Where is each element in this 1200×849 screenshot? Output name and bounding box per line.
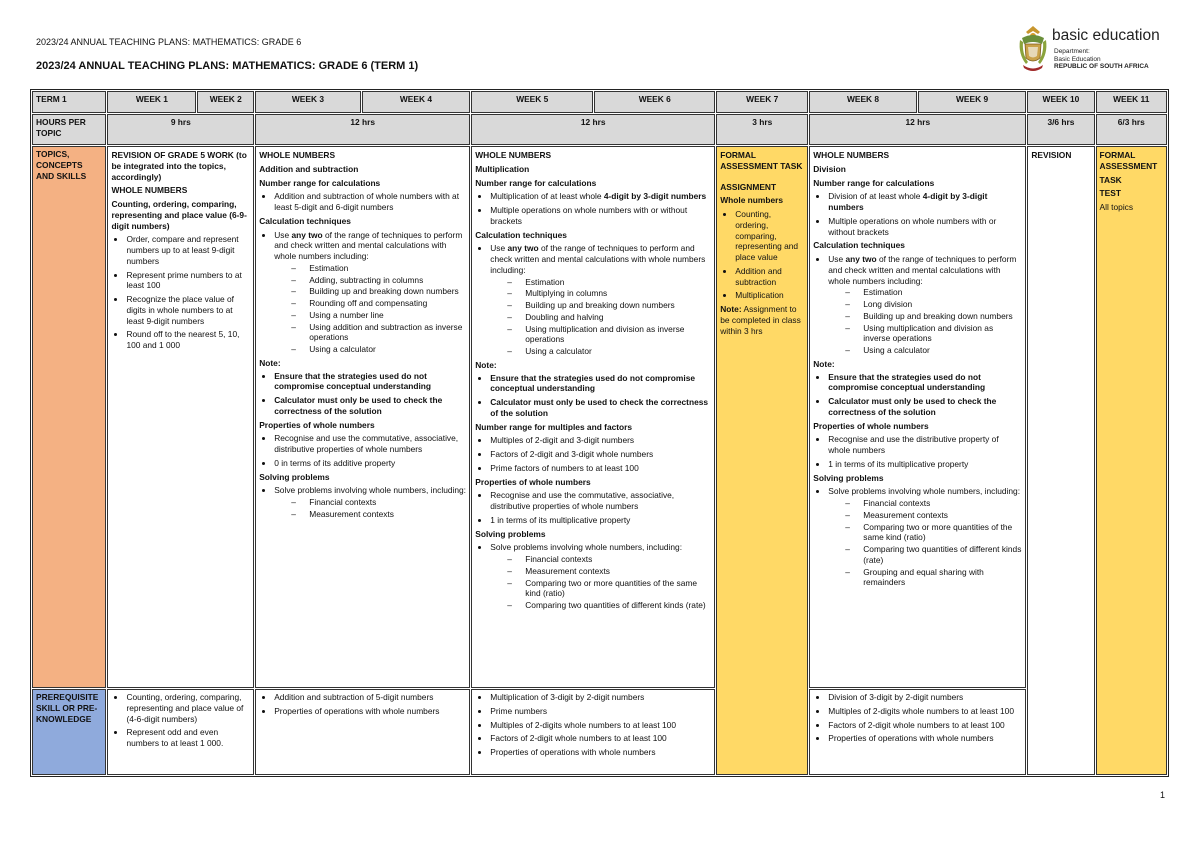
- list-item: • Multiple operations on whole numbers with or without brackets: [490, 205, 711, 227]
- list-item: • Recognize the place value of digits in whole numbers to at least 9-digit numbers: [126, 294, 250, 326]
- list-item: – Doubling and halving: [507, 312, 711, 323]
- text: any two: [845, 254, 877, 265]
- list-item: – Multiplying in columns: [507, 288, 711, 299]
- list-item: – Long division: [845, 299, 1022, 310]
- dept-line-2: Basic Education: [1054, 55, 1101, 63]
- col3-prereq: [475, 692, 711, 758]
- hours-cell: 12 hrs: [809, 114, 1026, 145]
- topics-row: [32, 146, 1167, 688]
- list-item: • Multiples of 2-digit and 3-digit numbers: [490, 435, 711, 446]
- dept-line-3: REPUBLIC OF SOUTH AFRICA: [1054, 63, 1149, 71]
- list-item: • Counting, ordering, comparing, representing and place value: [735, 209, 804, 263]
- topics-weeks-5-6: [471, 146, 715, 688]
- topics-weeks-1-2: [107, 146, 254, 688]
- text: any two: [291, 229, 323, 240]
- col3-props: [475, 490, 711, 525]
- running-head: 2023/24 ANNUAL TEACHING PLANS: MATHEMATICS: GRADE 6: [36, 37, 302, 47]
- col5-solve: [813, 486, 1022, 588]
- list-item: • Factors of 2-digit whole numbers to at least 100: [490, 733, 711, 744]
- prereq-weeks-3-4: [255, 689, 470, 775]
- week-header: WEEK 7: [716, 91, 808, 113]
- week-header: WEEK 2: [197, 91, 254, 113]
- list-item: • Addition and subtraction of whole numbers with at least 5-digit and 6-digit numbers: [274, 191, 466, 213]
- text: 4-digit by 3-digit numbers: [828, 191, 988, 213]
- list-item: [274, 485, 466, 519]
- week-header: WEEK 4: [362, 91, 471, 113]
- list-item: • Calculator must only be used to check the correctness of the solution: [490, 397, 711, 419]
- topics-week-7-assessment: [716, 146, 808, 775]
- topics-week-10-revision: [1027, 146, 1094, 775]
- list-item: • Factors of 2-digit whole numbers to at least 100: [828, 720, 1022, 731]
- col3-h1: WHOLE NUMBERS: [475, 150, 552, 161]
- list-item: • Division of 3-digit by 2-digit numbers: [828, 692, 1022, 703]
- col5-calc-list: [828, 287, 1022, 356]
- text: Division of at least whole: [828, 191, 923, 202]
- text: of the range of techniques to perform and check written and mental calculations with whole numbers including:: [274, 229, 463, 262]
- teaching-plan-table: [30, 89, 1169, 777]
- text: Note:: [720, 304, 742, 315]
- list-item: • Counting, ordering, comparing, representing and place value of (4-6-digit numbers): [126, 692, 250, 724]
- list-item: • 1 in terms of its multiplicative property: [828, 459, 1022, 470]
- list-item: – Comparing two quantities of different kinds (rate): [845, 544, 1022, 566]
- hours-cell: 6/3 hrs: [1096, 114, 1167, 145]
- list-item: – Financial contexts: [845, 498, 1022, 509]
- list-item: – Grouping and equal sharing with remainders: [845, 567, 1022, 589]
- col5-h3: Number range for calculations: [813, 177, 935, 188]
- week-header: WEEK 8: [809, 91, 917, 113]
- col2-solve-list: [274, 497, 466, 520]
- col3-mf-head: Number range for multiples and factors: [475, 421, 633, 432]
- col3-h2: Multiplication: [475, 163, 530, 174]
- list-item: [490, 191, 711, 202]
- list-item: [490, 542, 711, 611]
- list-item: – Financial contexts: [507, 554, 711, 565]
- text: Multiplication of at least whole: [490, 191, 604, 202]
- list-item: – Using a calculator: [507, 346, 711, 357]
- list-item: – Adding, subtracting in columns: [291, 275, 466, 286]
- list-item: • Properties of operations with whole numbers: [490, 747, 711, 758]
- col5-note-head: Note:: [813, 358, 835, 369]
- week-header: WEEK 11: [1096, 91, 1167, 113]
- col4-bullets: [720, 209, 804, 301]
- col6-h1: REVISION: [1031, 150, 1072, 161]
- list-item: • Factors of 2-digit and 3-digit whole numbers: [490, 449, 711, 460]
- hours-row: [32, 114, 1167, 145]
- week-header: WEEK 6: [594, 91, 715, 113]
- list-item: • Multiples of 2-digits whole numbers to at least 100: [490, 720, 711, 731]
- list-item: • Represent prime numbers to at least 100: [126, 270, 250, 292]
- text: of the range of techniques to perform and check written and mental calculations with whole numbers including:: [490, 243, 706, 275]
- col4-h1: FORMAL ASSESSMENT TASK: [720, 150, 803, 171]
- col5-notes: [813, 372, 1022, 418]
- text: 4-digit by 3-digit numbers: [603, 191, 707, 202]
- week-header: WEEK 1: [107, 91, 196, 113]
- col1-prereq: [111, 692, 250, 749]
- col3-solve-head: Solving problems: [475, 528, 546, 539]
- list-item: – Estimation: [507, 277, 711, 288]
- col4-note: [720, 304, 804, 336]
- hours-label: HOURS PER TOPIC: [32, 114, 106, 145]
- hours-cell: 9 hrs: [107, 114, 254, 145]
- col5-h1: WHOLE NUMBERS: [813, 150, 890, 161]
- list-item: • Ensure that the strategies used do not compromise conceptual understanding: [274, 371, 466, 393]
- text: Solve problems involving whole numbers, including:: [828, 486, 1021, 497]
- col3-calc-list: [490, 277, 711, 357]
- list-item: – Building up and breaking down numbers: [845, 311, 1022, 322]
- hours-cell: 3/6 hrs: [1027, 114, 1094, 145]
- coat-of-arms-icon: [1016, 24, 1050, 74]
- col2-h3: Number range for calculations: [259, 177, 381, 188]
- list-item: [828, 191, 1022, 213]
- list-item: – Using multiplication and division as inverse operations: [845, 323, 1022, 345]
- text: Use: [828, 254, 846, 265]
- col5-prop-head: Properties of whole numbers: [813, 420, 929, 431]
- col1-bullets: [111, 234, 250, 351]
- col2-h2: Addition and subtraction: [259, 163, 359, 174]
- prereq-weeks-1-2: [107, 689, 254, 775]
- list-item: – Using a calculator: [291, 344, 466, 355]
- col3-h3: Number range for calculations: [475, 177, 597, 188]
- col7-text: All topics: [1099, 202, 1134, 213]
- list-item: [490, 243, 711, 357]
- list-item: – Financial contexts: [291, 497, 466, 508]
- list-item: • Multiplication: [735, 290, 804, 301]
- col3-range: [475, 191, 711, 226]
- col2-prop-head: Properties of whole numbers: [259, 419, 375, 430]
- col2-calc-head: Calculation techniques: [259, 215, 351, 226]
- list-item: – Using addition and subtraction as inverse operations: [291, 322, 466, 344]
- hours-cell: 12 hrs: [255, 114, 470, 145]
- col2-notes: [259, 371, 466, 417]
- list-item: • Multiples of 2-digits whole numbers to at least 100: [828, 706, 1022, 717]
- list-item: • 1 in terms of its multiplicative property: [490, 515, 711, 526]
- list-item: • Round off to the nearest 5, 10, 100 and 1 000: [126, 329, 250, 351]
- topics-weeks-8-9: [809, 146, 1026, 688]
- list-item: [828, 254, 1022, 356]
- topics-label: TOPICS, CONCEPTS AND SKILLS: [32, 146, 106, 688]
- list-item: • Multiplication of 3-digit by 2-digit numbers: [490, 692, 711, 703]
- list-item: • Addition and subtraction: [735, 266, 804, 288]
- list-item: • Represent odd and even numbers to at least 1 000.: [126, 727, 250, 749]
- list-item: • Recognise and use the commutative, associative, distributive properties of whole numbers: [490, 490, 711, 512]
- col2-prereq: [259, 692, 466, 717]
- col5-props: [813, 434, 1022, 469]
- list-item: • Recognise and use the commutative, associative, distributive properties of whole numbers: [274, 433, 466, 455]
- col2-calc: [259, 230, 466, 355]
- prereq-weeks-5-6: [471, 689, 715, 775]
- list-item: • Prime factors of numbers to at least 100: [490, 463, 711, 474]
- col3-notes: [475, 373, 711, 419]
- list-item: • Multiple operations on whole numbers with or without brackets: [828, 216, 1022, 238]
- col5-h2: Division: [813, 163, 846, 174]
- col2-props: [259, 433, 466, 468]
- col2-solve-head: Solving problems: [259, 471, 330, 482]
- col7-h1: FORMAL ASSESSMENT: [1099, 150, 1158, 171]
- col3-note-head: Note:: [475, 359, 497, 370]
- col1-h3: Counting, ordering, comparing, representing and place value (6-9-digit numbers): [111, 199, 247, 231]
- col5-calc-head: Calculation techniques: [813, 240, 905, 251]
- text: Assignment to be completed in class within 3 hrs: [720, 304, 801, 336]
- col1-h1: REVISION OF GRADE 5 WORK (to be integrated into the topics, accordingly): [111, 150, 247, 182]
- col3-calc: [475, 243, 711, 357]
- week-header: WEEK 5: [471, 91, 593, 113]
- col2-note-head: Note:: [259, 357, 281, 368]
- col7-h3: TEST: [1099, 188, 1121, 199]
- list-item: • Calculator must only be used to check the correctness of the solution: [274, 395, 466, 417]
- text: Solve problems involving whole numbers, including:: [274, 485, 467, 496]
- list-item: – Comparing two or more quantities of the same kind (ratio): [845, 522, 1022, 544]
- list-item: – Comparing two quantities of different kinds (rate): [507, 600, 711, 611]
- text: Use: [490, 243, 508, 254]
- list-item: • Ensure that the strategies used do not compromise conceptual understanding: [828, 372, 1022, 394]
- list-item: – Measurement contexts: [845, 510, 1022, 521]
- list-item: – Using a calculator: [845, 345, 1022, 356]
- department-lines: [1054, 48, 1149, 71]
- page-number: 1: [1160, 790, 1166, 800]
- list-item: – Measurement contexts: [507, 566, 711, 577]
- col5-prereq: [813, 692, 1022, 744]
- week-header: WEEK 10: [1027, 91, 1094, 113]
- prereq-weeks-8-9: [809, 689, 1026, 775]
- list-item: • Ensure that the strategies used do not compromise conceptual understanding: [490, 373, 711, 395]
- list-item: – Comparing two or more quantities of the same kind (ratio): [507, 578, 711, 600]
- text: any two: [507, 243, 539, 254]
- col3-solve: [475, 542, 711, 611]
- col2-range: [259, 191, 466, 213]
- list-item: – Building up and breaking down numbers: [507, 300, 711, 311]
- hours-cell: 12 hrs: [471, 114, 715, 145]
- list-item: • Order, compare and represent numbers up to at least 9-digit numbers: [126, 234, 250, 266]
- week-header: WEEK 3: [255, 91, 360, 113]
- list-item: [274, 230, 466, 355]
- prereq-label: PREREQUISITE SKILL OR PRE-KNOWLEDGE: [32, 689, 106, 775]
- col3-prop-head: Properties of whole numbers: [475, 476, 591, 487]
- list-item: – Rounding off and compensating: [291, 298, 466, 309]
- col5-solve-list: [828, 498, 1022, 588]
- col3-mf: [475, 435, 711, 473]
- dbe-logo: [1016, 24, 1166, 76]
- week-header: WEEK 9: [918, 91, 1027, 113]
- hours-cell: 3 hrs: [716, 114, 808, 145]
- text: Use: [274, 229, 292, 240]
- weeks-row: [32, 91, 1167, 113]
- list-item: – Measurement contexts: [291, 509, 466, 520]
- list-item: – Building up and breaking down numbers: [291, 286, 466, 297]
- list-item: • Calculator must only be used to check the correctness of the solution: [828, 396, 1022, 418]
- list-item: • Properties of operations with whole numbers: [828, 733, 1022, 744]
- list-item: • Prime numbers: [490, 706, 711, 717]
- col5-solve-head: Solving problems: [813, 472, 884, 483]
- col2-solve: [259, 485, 466, 519]
- col4-h3: Whole numbers: [720, 195, 784, 206]
- col3-calc-head: Calculation techniques: [475, 229, 567, 240]
- list-item: – Estimation: [845, 287, 1022, 298]
- list-item: – Using multiplication and division as inverse operations: [507, 324, 711, 346]
- col5-range: [813, 191, 1022, 237]
- col1-h2: WHOLE NUMBERS: [111, 185, 188, 196]
- topics-week-11-assessment: [1096, 146, 1167, 775]
- col2-calc-list: [274, 263, 466, 355]
- text: Solve problems involving whole numbers, including:: [490, 542, 683, 553]
- dept-line-1: Department:: [1054, 48, 1090, 55]
- list-item: – Estimation: [291, 263, 466, 274]
- col4-h2: ASSIGNMENT: [720, 181, 777, 192]
- list-item: • Recognise and use the distributive property of whole numbers: [828, 434, 1022, 456]
- list-item: • Addition and subtraction of 5-digit numbers: [274, 692, 466, 703]
- col7-h2: TASK: [1099, 174, 1122, 185]
- list-item: [828, 486, 1022, 588]
- list-item: – Using a number line: [291, 310, 466, 321]
- term-cell: TERM 1: [32, 91, 106, 113]
- topics-weeks-3-4: [255, 146, 470, 688]
- col2-h1: WHOLE NUMBERS: [259, 150, 336, 161]
- brand-name: basic education: [1052, 27, 1160, 44]
- text: of the range of techniques to perform and check written and mental calculations with whole numbers including:: [828, 254, 1017, 286]
- list-item: • 0 in terms of its additive property: [274, 458, 466, 469]
- col3-solve-list: [490, 554, 711, 611]
- col5-calc: [813, 254, 1022, 356]
- prereq-row: [32, 689, 1167, 775]
- document-title: 2023/24 ANNUAL TEACHING PLANS: MATHEMATICS: GRADE 6 (TERM 1): [36, 60, 419, 72]
- list-item: • Properties of operations with whole numbers: [274, 706, 466, 717]
